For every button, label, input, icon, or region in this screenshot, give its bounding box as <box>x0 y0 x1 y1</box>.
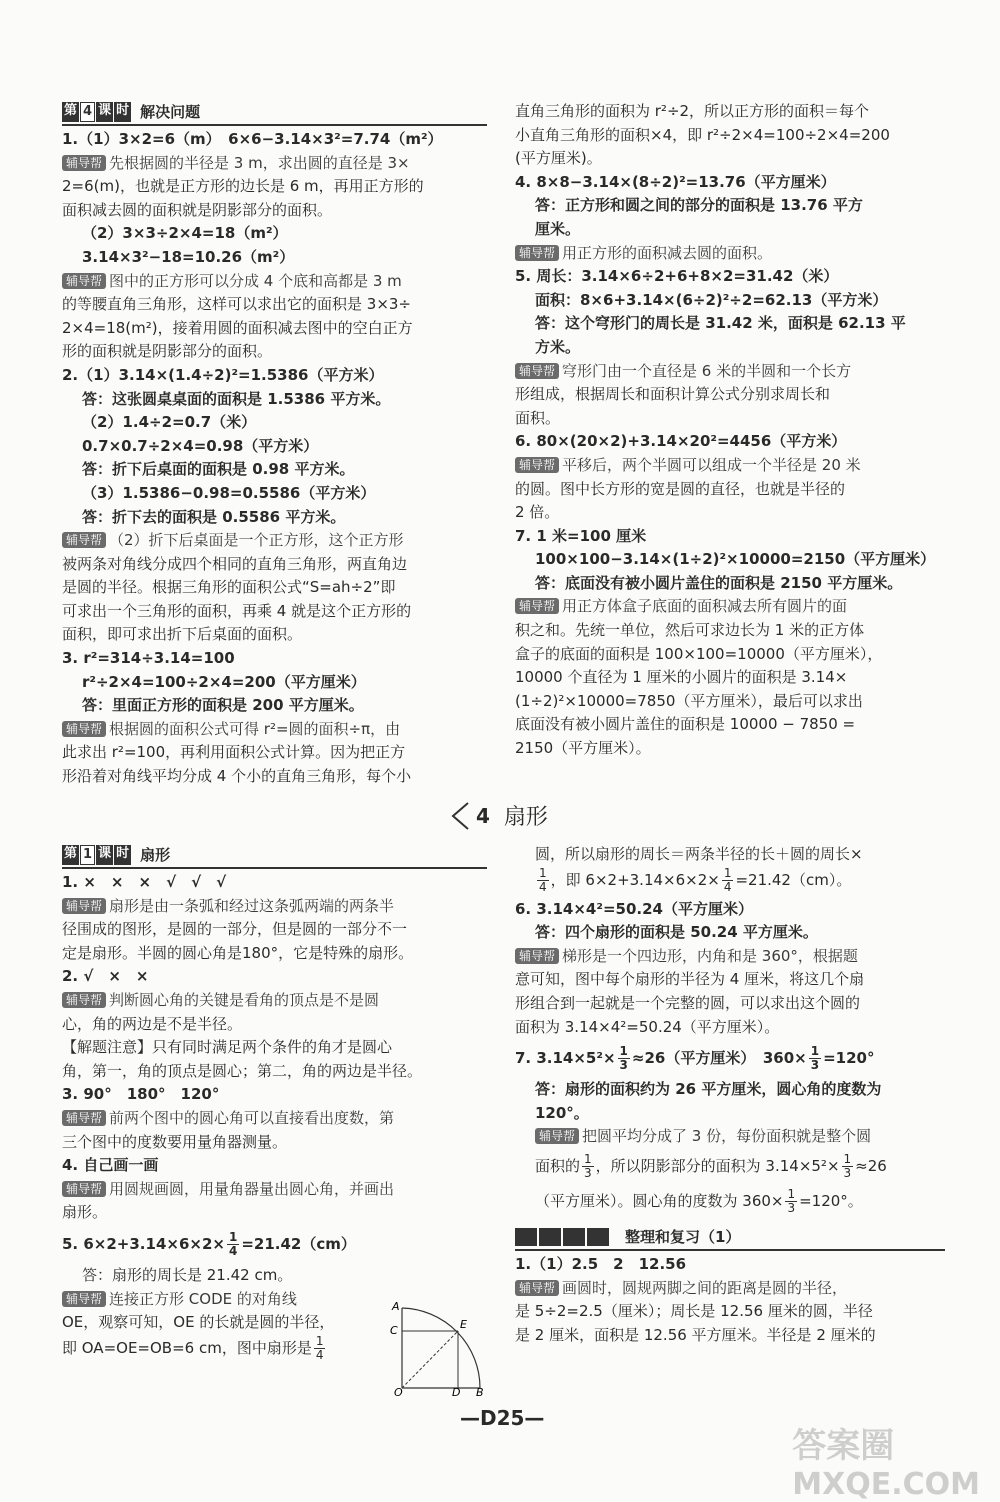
q7-hint-2: 面积的 $\frac{1}{3}$ ，所以阴影部分的面积为 3.14×5²× $\frac{1}{3}$ ≈26 <box>535 1151 887 1180</box>
text-line: 可求出一个三角形的面积，再乘 4 就是这个正方形的 <box>62 601 412 620</box>
answer-line: 答：这张圆桌桌面的面积是 1.5386 平方米。 <box>82 389 391 408</box>
text-line: 径围成的图形，是圆的一部分，但是圆的一部分不一 <box>62 920 408 939</box>
hint-line: 辅导帮 前两个图中的圆心角可以直接看出度数，第 <box>62 1107 487 1131</box>
answer-line: 答：正方形和圆之间的部分的面积是 13.76 平方 <box>535 196 863 215</box>
q7-line: 7. 3.14×5²× $\frac{1}{3}$ ≈26（平方厘米） 360× $\frac{1}{3}$ =120° <box>515 1044 875 1073</box>
watermark: 答案圈 MXQE.COM <box>792 1426 980 1502</box>
hint-tag: 辅导帮 <box>515 245 559 261</box>
answer-line: 答：折下去的面积是 0.5586 平方米。 <box>82 507 346 526</box>
text-line: 的圆。图中长方形的宽是圆的直径，也就是半径的 <box>515 479 846 498</box>
section-title: 扇形 <box>140 846 171 864</box>
hint-line: 辅导帮 图中的正方形可以分成 4 个底和高都是 3 m <box>62 270 487 294</box>
text-line: 面积。 <box>515 408 561 427</box>
hint-tag: 辅导帮 <box>62 1181 106 1197</box>
text-line: 2 倍。 <box>515 503 560 522</box>
text-line: 形组成，根据周长和面积计算公式分别求周长和 <box>515 385 831 404</box>
text-line: 面积，即可求出折下后桌面的面积。 <box>62 625 303 644</box>
text-line: 被两条对角线分成四个相同的直角三角形，两直角边 <box>62 554 408 573</box>
left-top-column <box>62 100 487 789</box>
answer-line: 2. √ × × <box>62 967 149 986</box>
hint-line: 辅导帮 平移后，两个半圆可以组成一个半径是 20 米 <box>515 454 945 478</box>
review-title: 整理和复习（1） <box>625 1227 741 1246</box>
text-line: 意可知，图中每个扇形的半径为 4 厘米，将这几个扇 <box>515 970 865 989</box>
answer-line: 答：里面正方形的面积是 200 平方厘米。 <box>82 696 364 715</box>
answer-line: 答：四个扇形的面积是 50.24 平方厘米。 <box>535 923 818 942</box>
hint-tag: 辅导帮 <box>62 532 106 548</box>
answer-line: 面积：8×6+3.14×(6÷2)²÷2=62.13（平方米） <box>535 290 888 309</box>
hint-tag: 辅导帮 <box>62 273 106 289</box>
right-bottom-column <box>515 843 945 1347</box>
q5-hint-3: 即 OA=OE=OB=6 cm，图中扇形是 $\frac{1}{4}$ <box>62 1333 324 1362</box>
answer-line: 1. × × × √ √ √ <box>62 873 227 891</box>
answer-line: 1.（1）3×2=6（m） 6×6−3.14×3²=7.74（m²） <box>62 130 443 148</box>
answer-line: 1.（1）2.5 2 12.56 <box>515 1254 687 1273</box>
text-line: 形的面积就是阴影部分的面积。 <box>62 342 273 361</box>
hint-tag: 辅导帮 <box>515 1280 559 1296</box>
text-line: 扇形。 <box>62 1203 108 1222</box>
text-line: (平方厘米)。 <box>515 149 602 168</box>
text-line: 10000 个直径为 1 厘米的小圆片的面积是 3.14× <box>515 668 848 687</box>
text-line: 【解题注意】只有同时满足两个条件的角才是圆心 <box>62 1038 393 1057</box>
hint-tag: 辅导帮 <box>515 363 559 379</box>
lesson-badge: 第 4 课 时 <box>62 102 132 122</box>
section-header-lesson-1 <box>62 843 487 869</box>
q5-hint-2: OE，观察可知，OE 的长就是圆的半径， <box>62 1313 335 1332</box>
text-line: 此求出 r²=100，再利用面积公式计算。因为把正方 <box>62 743 406 762</box>
answer-line: 3. r²=314÷3.14=100 <box>62 649 235 668</box>
hint-tag: 辅导帮 <box>62 1110 106 1126</box>
hint-line: 辅导帮 （2）折下后桌面是一个正方形，这个正方形 <box>62 529 487 553</box>
label-e: E <box>460 1318 467 1331</box>
text-line: 是圆的半径。根据三角形的面积公式“S=ah÷2”即 <box>62 578 396 597</box>
hint-tag: 辅导帮 <box>62 898 106 914</box>
hint-tag: 辅导帮 <box>515 948 559 964</box>
hint-tag: 辅导帮 <box>62 721 106 737</box>
answer-line: 0.7×0.7÷2×4=0.98（平方米） <box>82 436 319 455</box>
answer-line: 厘米。 <box>535 219 581 238</box>
text-line: 面积为 3.14×4²=50.24（平方厘米）。 <box>515 1017 780 1036</box>
right-top-column <box>515 100 945 761</box>
sector-figure <box>390 1296 490 1396</box>
right-top-lines <box>515 100 945 761</box>
text-line: 的等腰直角三角形，这样可以求出它的面积是 3×3÷ <box>62 295 411 314</box>
answer-line: r²÷2×4=100÷2×4=200（平方厘米） <box>82 672 366 691</box>
answer-line: 7. 1 米=100 厘米 <box>515 526 647 545</box>
hint-line: 辅导帮 梯形是一个四边形，内角和是 360°，根据题 <box>515 945 945 969</box>
answer-line: 6. 3.14×4²=50.24（平方厘米） <box>515 899 753 918</box>
answer-line: 答：这个穹形门的周长是 31.42 米，面积是 62.13 平 <box>535 314 906 333</box>
text-line: 是 2 厘米，面积是 12.56 平方厘米。半径是 2 厘米的 <box>515 1325 876 1344</box>
unit-title <box>450 800 548 831</box>
text-line: 2=6(m)，也就是正方形的边长是 6 m，再用正方形的 <box>62 177 424 196</box>
q7-answer-1: 答：扇形的面积约为 26 平方厘米，圆心角的度数为 <box>535 1080 882 1099</box>
label-c: C <box>390 1324 398 1337</box>
hint-line: 辅导帮 穹形门由一个直径是 6 米的半圆和一个长方 <box>515 360 945 384</box>
hint-line: 辅导帮 判断圆心角的关键是看角的顶点是不是圆 <box>62 989 487 1013</box>
text-line: 形组合到一起就是一个完整的圆，可以求出这个圆的 <box>515 993 861 1012</box>
hint-line: 辅导帮 扇形是由一条弧和经过这条弧两端的两条半 <box>62 895 487 919</box>
answer-line: 6. 80×(20×2)+3.14×20²=4456（平方米） <box>515 432 847 451</box>
continuation-line-2: $\frac{1}{4}$ ，即 6×2+3.14×6×2× $\frac{1}{4}$ =21.42（cm）。 <box>539 865 852 894</box>
review-lines <box>515 1253 945 1347</box>
hint-line: 辅导帮 用正方体盒子底面的面积减去所有圆片的面 <box>515 595 945 619</box>
answer-line: 方米。 <box>535 337 581 356</box>
page-number: —D25— <box>460 1406 545 1430</box>
answer-line: 4. 8×8−3.14×(8÷2)²=13.76（平方厘米） <box>515 172 836 191</box>
section-header-lesson-4 <box>62 100 487 126</box>
text-line: 积之和。先统一单位，然后可求边长为 1 米的正方体 <box>515 621 865 640</box>
section-title: 解决问题 <box>140 103 201 121</box>
text-line: 2150（平方厘米）。 <box>515 739 651 758</box>
unit-name: 扇形 <box>503 805 548 830</box>
text-line: 定是扇形。半圆的圆心角是180°，它是特殊的扇形。 <box>62 943 414 962</box>
text-line: 底面没有被小圆片盖住的面积是 10000 − 7850 = <box>515 715 856 734</box>
answer-line: 答：折下后桌面的面积是 0.98 平方米。 <box>82 460 355 479</box>
hint-tag: 辅导帮 <box>62 155 106 171</box>
hint-line: 辅导帮 根据圆的面积公式可得 r²=圆的面积÷π，由 <box>62 718 487 742</box>
text-line: 直角三角形的面积为 r²÷2，所以正方形的面积＝每个 <box>515 102 870 120</box>
answer-line: （3）1.5386−0.98=0.5586（平方米） <box>82 483 376 502</box>
answer-line: 4. 自己画一画 <box>62 1156 159 1175</box>
text-line: 2×4=18(m²)，接着用圆的面积减去图中的空白正方 <box>62 318 413 337</box>
hint-tag: 辅导帮 <box>515 598 559 614</box>
unit-number: 4 <box>476 803 490 828</box>
left-bottom-column <box>62 843 487 1362</box>
hint-tag: 辅导帮 <box>535 1128 579 1144</box>
text-line: 盒子的底面的面积是 100×100=10000（平方厘米）， <box>515 644 883 663</box>
answer-line: （2）3×3÷2×4=18（m²） <box>82 224 288 243</box>
text-line: 小直角三角形的面积×4，即 r²÷2×4=100÷2×4=200 <box>515 125 890 144</box>
hint-line: 辅导帮 先根据圆的半径是 3 m，求出圆的直径是 3× <box>62 152 487 176</box>
answer-line: 3.14×3²−18=10.26（m²） <box>82 247 295 266</box>
q5-answer: 答：扇形的周长是 21.42 cm。 <box>82 1265 293 1284</box>
answer-line: 3. 90° 180° 120° <box>62 1085 220 1104</box>
hint-line: 辅导帮 用正方形的面积减去圆的面积。 <box>515 242 945 266</box>
q7-hint-1: 辅导帮 把圆平均分成了 3 份，每份面积就是整个圆 <box>515 1125 945 1149</box>
text-line: 三个图中的度数要用量角器测量。 <box>62 1132 288 1151</box>
section-header-review <box>515 1225 945 1251</box>
hint-tag: 辅导帮 <box>62 1291 106 1307</box>
lesson-badge: 第 1 课 时 <box>62 845 132 865</box>
answer-line: 5. 周长：3.14×6÷2+6+8×2=31.42（米） <box>515 267 839 286</box>
answer-line: 2.（1）3.14×(1.4÷2)²=1.5386（平方米） <box>62 365 384 384</box>
text-line: 面积减去圆的面积就是阴影部分的面积。 <box>62 200 333 219</box>
q7-answer-2: 120°。 <box>535 1103 589 1122</box>
hint-tag: 辅导帮 <box>62 992 106 1008</box>
text-line: 是 5÷2=2.5（厘米）；周长是 12.56 厘米的圆，半径 <box>515 1302 873 1321</box>
hint-line: 辅导帮 画圆时，圆规两脚之间的距离是圆的半径， <box>515 1277 945 1301</box>
left-bottom-lines <box>62 871 487 1225</box>
text-line: 形沿着对角线平均分成 4 个小的直角三角形，每个小 <box>62 767 412 786</box>
text-line: 心，角的两边是不是半径。 <box>62 1014 243 1033</box>
continuation-line-1: 圆，所以扇形的周长＝两条半径的长＋圆的周长× <box>535 845 863 863</box>
label-b: B <box>476 1386 484 1396</box>
answer-line: （2）1.4÷2=0.7（米） <box>82 413 257 432</box>
review-badge <box>515 1228 611 1246</box>
answer-line: 答：底面没有被小圆片盖住的面积是 2150 平方厘米。 <box>535 573 903 592</box>
right-bottom-lines <box>515 898 945 1040</box>
label-d: D <box>452 1386 461 1396</box>
q5-hint-1: 辅导帮 连接正方形 CODE 的对角线 <box>62 1288 392 1312</box>
answer-line: 100×100−3.14×(1÷2)²×10000=2150（平方厘米） <box>535 550 936 569</box>
hint-tag: 辅导帮 <box>515 457 559 473</box>
text-line: 角，第一，角的顶点是圆心；第二，角的两边是半径。 <box>62 1061 423 1080</box>
q5-line: 5. 6×2+3.14×6×2× $\frac{1}{4}$ =21.42（cm） <box>62 1229 356 1258</box>
text-line: (1÷2)²×10000=7850（平方厘米），最后可以求出 <box>515 691 863 710</box>
q7-hint-3: （平方厘米）。圆心角的度数为 360× $\frac{1}{3}$ =120°。 <box>535 1186 863 1215</box>
label-o: O <box>394 1386 403 1396</box>
left-top-lines <box>62 128 487 789</box>
label-a: A <box>392 1300 400 1313</box>
fraction: $\frac{1}{4}$ <box>228 1229 238 1258</box>
chevron-left-icon <box>450 801 470 831</box>
hint-line: 辅导帮 用圆规画圆，用量角器量出圆心角，并画出 <box>62 1178 487 1202</box>
